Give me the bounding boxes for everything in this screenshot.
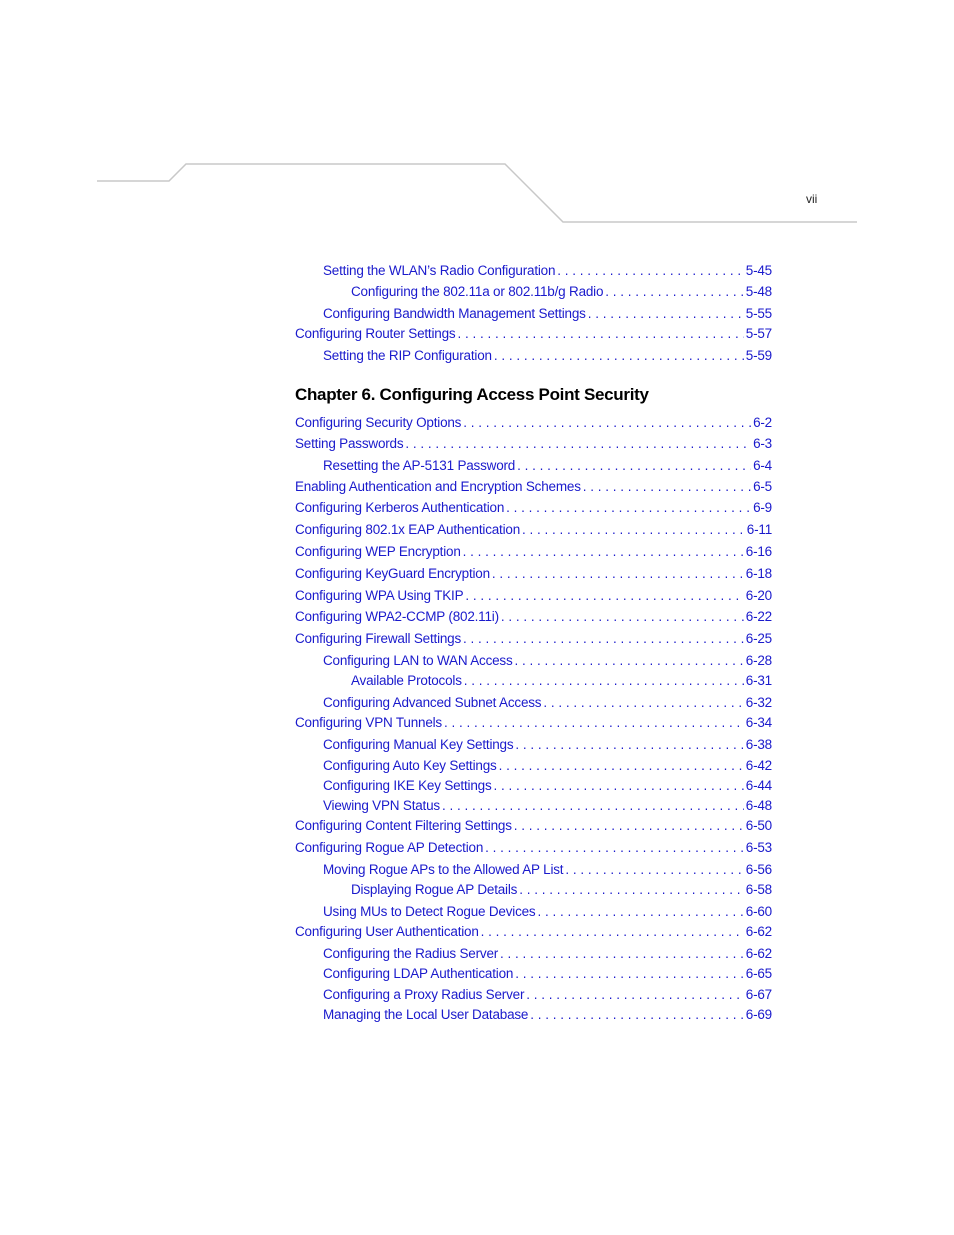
toc-entry-page: 6-44 (745, 778, 772, 793)
toc-entry-page: 6-60 (745, 904, 772, 919)
toc-entry-title: Displaying Rogue AP Details (351, 882, 518, 897)
toc-entry-title: Moving Rogue APs to the Allowed AP List (323, 862, 564, 877)
toc-entry-page: 6-20 (745, 588, 772, 603)
toc-entry-title: Configuring Rogue AP Detection (295, 840, 484, 855)
dot-leader (501, 609, 744, 625)
dot-leader (500, 946, 744, 962)
toc-entry-title: Configuring a Proxy Radius Server (323, 987, 525, 1002)
toc-entry-title: Configuring Manual Key Settings (323, 737, 514, 752)
toc-entry-page: 6-5 (753, 479, 772, 494)
toc-entry-title: Resetting the AP-5131 Password (323, 458, 516, 473)
chapter-heading: Chapter 6. Configuring Access Point Security (295, 385, 649, 404)
dot-leader (605, 284, 743, 300)
dot-leader (506, 500, 751, 516)
toc-entry[interactable] (323, 348, 772, 364)
toc-entry-title: Configuring IKE Key Settings (323, 778, 492, 793)
toc-entry-title: Configuring WPA Using TKIP (295, 588, 464, 603)
toc-entry-title: Using MUs to Detect Rogue Devices (323, 904, 536, 919)
toc-entry[interactable] (295, 544, 772, 560)
toc-entry[interactable] (323, 904, 772, 920)
toc-entry-title: Configuring 802.1x EAP Authentication (295, 522, 521, 537)
toc-entry-page: 6-4 (753, 458, 772, 473)
toc-entry-page: 5-45 (745, 263, 772, 278)
dot-leader (588, 306, 744, 322)
toc-entry[interactable] (351, 284, 772, 300)
toc-entry-page: 6-65 (745, 966, 772, 981)
dot-leader (492, 566, 744, 582)
toc-entry[interactable] (295, 566, 772, 582)
toc-entry-title: Configuring Router Settings (295, 326, 456, 341)
dot-leader (538, 904, 744, 920)
dot-leader (463, 544, 744, 560)
dot-leader (485, 840, 744, 856)
toc-entry[interactable] (323, 778, 772, 794)
toc-entry-title: Configuring WPA2-CCMP (802.11i) (295, 609, 499, 624)
toc-entry-page: 6-53 (745, 840, 772, 855)
toc-entry[interactable] (323, 458, 772, 474)
toc-entry-title: Configuring WEP Encryption (295, 544, 461, 559)
toc-entry-page: 6-2 (753, 415, 772, 430)
dot-leader (543, 695, 743, 711)
toc-entry-title: Configuring Kerberos Authentication (295, 500, 505, 515)
toc-entry[interactable] (295, 609, 772, 625)
toc-entry[interactable] (323, 1007, 772, 1023)
toc-entry-title: Configuring KeyGuard Encryption (295, 566, 490, 581)
toc-entry[interactable] (295, 840, 772, 856)
toc-entry-title: Setting the RIP Configuration (323, 348, 492, 363)
toc-entry[interactable] (351, 882, 772, 898)
toc-entry-page: 6-28 (745, 653, 772, 668)
toc-entry[interactable] (295, 588, 772, 604)
toc-entry[interactable] (351, 673, 772, 689)
toc-entry[interactable] (295, 522, 772, 538)
toc-entry-page: 6-67 (745, 987, 772, 1002)
toc-entry-page: 6-11 (746, 522, 772, 537)
toc-entry-page: 6-56 (745, 862, 772, 877)
toc-entry[interactable] (323, 862, 772, 878)
dot-leader (519, 882, 744, 898)
toc-entry-title: Configuring the 802.11a or 802.11b/g Radio (351, 284, 604, 299)
toc-entry[interactable] (295, 479, 772, 495)
dot-leader (565, 862, 743, 878)
toc-entry-title: Managing the Local User Database (323, 1007, 529, 1022)
toc-entry[interactable] (295, 924, 772, 940)
dot-leader (463, 415, 751, 431)
toc-entry-page: 6-9 (753, 500, 772, 515)
toc-entry-page: 5-59 (745, 348, 772, 363)
toc-entry[interactable] (295, 326, 772, 342)
toc-entry[interactable] (323, 758, 772, 774)
dot-leader (515, 737, 743, 753)
toc-entry-title: Configuring Bandwidth Management Settings (323, 306, 586, 321)
toc-entry[interactable] (323, 966, 772, 982)
dot-leader (405, 436, 751, 452)
toc-entry-page: 5-57 (745, 326, 772, 341)
toc-entry-page: 6-3 (753, 436, 772, 451)
toc-entry-title: Configuring LDAP Authentication (323, 966, 514, 981)
dot-leader (499, 758, 744, 774)
toc-entry-page: 6-32 (745, 695, 772, 710)
toc-entry-page: 6-42 (745, 758, 772, 773)
toc-entry[interactable] (323, 798, 772, 814)
toc-entry-page: 6-58 (745, 882, 772, 897)
toc-entry-title: Configuring User Authentication (295, 924, 479, 939)
page-number: vii (806, 192, 818, 206)
toc-entry-page: 6-69 (745, 1007, 772, 1022)
toc-entry-page: 6-18 (745, 566, 772, 581)
toc-entry[interactable] (323, 653, 772, 669)
toc-entry-page: 6-31 (745, 673, 772, 688)
dot-leader (526, 987, 744, 1003)
dot-leader (494, 778, 744, 794)
toc-entry[interactable] (323, 737, 772, 753)
dot-leader (494, 348, 744, 364)
toc-entry[interactable] (295, 415, 772, 431)
toc-entry[interactable] (323, 263, 772, 279)
dot-leader (464, 673, 744, 689)
toc-entry[interactable] (295, 436, 772, 452)
toc-entry-page: 6-25 (745, 631, 772, 646)
dot-leader (517, 458, 751, 474)
toc-entry-page: 6-48 (745, 798, 772, 813)
toc-entry[interactable] (323, 987, 772, 1003)
dot-leader (444, 715, 744, 731)
toc-entry-title: Configuring VPN Tunnels (295, 715, 442, 730)
toc-entry-title: Configuring LAN to WAN Access (323, 653, 513, 668)
toc-entry-title: Enabling Authentication and Encryption Schemes (295, 479, 581, 494)
toc-entry-title: Configuring Auto Key Settings (323, 758, 497, 773)
dot-leader (515, 966, 744, 982)
dot-leader (522, 522, 745, 538)
toc-entry-page: 6-34 (745, 715, 772, 730)
dot-leader (465, 588, 743, 604)
toc-entry-page: 5-55 (745, 306, 772, 321)
toc-entry-page: 6-62 (745, 924, 772, 939)
toc-entry-page: 6-62 (745, 946, 772, 961)
dot-leader (457, 326, 743, 342)
toc-entry[interactable] (323, 695, 772, 711)
toc-entry-title: Configuring Advanced Subnet Access (323, 695, 542, 710)
toc-entry[interactable] (295, 631, 772, 647)
dot-leader (514, 818, 744, 834)
toc-entry[interactable] (295, 500, 772, 516)
toc-entry-page: 5-48 (745, 284, 772, 299)
toc-entry[interactable] (323, 306, 772, 322)
toc-entry-title: Available Protocols (351, 673, 462, 688)
toc-entry-page: 6-50 (745, 818, 772, 833)
dot-leader (515, 653, 744, 669)
dot-leader (530, 1007, 744, 1023)
dot-leader (481, 924, 744, 940)
toc-entry-title: Configuring Security Options (295, 415, 462, 430)
toc-entry-title: Configuring the Radius Server (323, 946, 499, 961)
toc-entry-page: 6-38 (745, 737, 772, 752)
dot-leader (463, 631, 744, 647)
toc-entry[interactable] (295, 818, 772, 834)
toc-entry-title: Viewing VPN Status (323, 798, 440, 813)
dot-leader (557, 263, 743, 279)
toc-entry-title: Setting the WLAN’s Radio Configuration (323, 263, 556, 278)
toc-entry-page: 6-22 (745, 609, 772, 624)
toc-entry[interactable] (323, 946, 772, 962)
dot-leader (583, 479, 751, 495)
toc-entry[interactable] (295, 715, 772, 731)
toc-entry-title: Setting Passwords (295, 436, 404, 451)
toc-entry-page: 6-16 (745, 544, 772, 559)
dot-leader (442, 798, 744, 814)
toc-entry-title: Configuring Firewall Settings (295, 631, 462, 646)
toc-entry-title: Configuring Content Filtering Settings (295, 818, 512, 833)
